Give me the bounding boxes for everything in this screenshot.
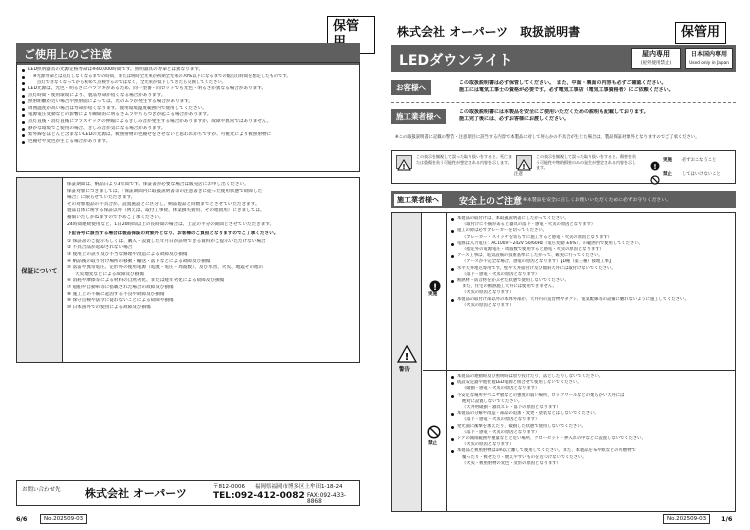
to-installer-label: 施工業者様へ — [391, 109, 446, 124]
prohibit-legend-text: してはいけないこと — [682, 172, 721, 177]
must-item-detail: （火災の原因となります） — [462, 302, 514, 308]
contact-label: お問い合わせ先 — [22, 487, 61, 493]
warranty-text — [67, 182, 357, 311]
to-installer-text — [459, 109, 735, 123]
warranty-label-cell — [17, 178, 63, 362]
page-1 — [375, 0, 750, 530]
warranty-exclusion-heading: 下記各号に該当する場合は製品保証の対象外となり、お客様のご負担となりますのでご了承ください。 — [67, 231, 279, 237]
phone-number: TEL:092-412-0082 — [213, 491, 305, 501]
warranty-line: 保証対象につきましては、「保証期間内に取扱説明書等の注意書きに従った使用状態で故障した — [67, 188, 263, 194]
caution-word: 注意 — [514, 172, 523, 177]
prohibit-item-detail: （火災の原因となります） — [462, 442, 514, 448]
prohibit-item-detail: （火災・被照射物の変色・変形の原因となります） — [462, 460, 561, 466]
exclusion-list — [67, 239, 357, 312]
safety-installer-label: 施工業者様へ — [394, 194, 442, 206]
must-item: アース工事は、電気設備の技術基準にしたがって、確実に行ってください。 — [450, 253, 733, 259]
note-subitem: ※光源寿命とは点灯しなくなるまでの時間、または明時全光束が初期全光束の70%以下になるまでの総点灯時間を想定したものです。 — [21, 74, 355, 80]
safety-title: 安全上のご注意 — [459, 197, 523, 207]
must-item-detail: （落下・感電・火災の原因となります） — [462, 271, 540, 277]
exclusion-item: ① 保証書のご提示もしくは、購入・設置した年月日が証明できる資料がご提示いただけない場合 — [67, 238, 266, 244]
warranty-label: 保証について — [21, 267, 58, 275]
japan-only-badge — [685, 48, 733, 69]
to-installer-line: この取扱説明書には本製品を安全にご使用いただくための説明も記載しております。 — [459, 109, 649, 115]
exclusion-item: ③ 使用上の誤り及び不当な修理や改造による故障及び損傷 — [67, 251, 188, 257]
note-item: 紫外線をほとんど含まないLEDの光源は、被照射物の色褪せをさせないと思われがちですが、可視光により被照射物に — [21, 132, 355, 139]
note-item: 色褪せや変色が生じる場合があります。 — [21, 139, 355, 146]
prohibit-item: 本製品の連動時及び照明時は放り投げたり、落としたりしないでください。 — [450, 374, 733, 380]
to-customer-text — [459, 80, 735, 94]
safety-table — [391, 212, 736, 512]
warning-column — [392, 213, 422, 511]
document-number: No.202509-03 — [40, 514, 87, 524]
exclusion-item: ⑥ 消耗や摩擦等による材料の自然劣化、または経年劣化による故障及び損傷 — [67, 278, 225, 284]
must-item-detail: （アースが不完全な場合、感電の原因となります）【D種（第三種）接地工事】 — [462, 259, 614, 265]
to-customer-line: 施工には電気工事士の資格が必要です。必ず電気工事店（電気工事資格者）にご依頼ください。 — [459, 87, 674, 93]
note-item: 電源電圧変動などの影響により瞬間的に明るさムラやちらつきが起こる場合があります。 — [21, 112, 355, 119]
caution-legend-text: この表示を無視して誤った取り扱いをすると、傷害を負う可能性や物的損害のみの発生が想定される内容を示します。 — [536, 154, 636, 171]
prohibit-item: 発光面に衝撃を加えたり、破損した状態で使用しないでください。 — [450, 424, 733, 430]
product-title: LEDダウンライト — [399, 53, 513, 69]
must-item: 電源は入力電圧：AC100V〜242V 50/60Hz（電圧変動 ±6%）、の範囲内で使用してください。 — [450, 241, 733, 247]
page-number: 1/6 — [721, 515, 733, 523]
prohibit-item: 既設安定器や他社製LED電源と組合せて使用しないでください。 — [450, 380, 733, 386]
exclusion-item: 天災地変などによる故障及び損傷 — [75, 271, 144, 277]
document-number: No.202509-03 — [663, 514, 710, 524]
prohibit-item: 不安定な場所やベニヤ板などの強度の弱い場所、ロックウールなどの柔らかい天井には — [450, 393, 733, 399]
must-do-list — [450, 216, 733, 309]
must-item-detail: （火災の原因となります） — [462, 290, 514, 296]
must-item: 施工の際は必ずブレーカーを切ってください。 — [450, 228, 733, 234]
exclusion-item: ⑧ 施工上の不備に起因する不良や故障及び損傷 — [67, 291, 165, 297]
warranty-line: 製品自体に関する保証以外（例えば、取付工事費、休業損失費用、その他費用）にきましては、 — [67, 208, 265, 214]
note-item: LED光源は、光色・明るさにバラツキがあるため、同一型番・同ロットでも光色・明るさが異なる場合があります。 — [21, 86, 355, 93]
safety-note: ※本製品を安全に正しくお使いいただくために必ずお守りください。 — [523, 198, 671, 203]
usage-notes-header: ご使用上のご注意 — [16, 43, 360, 65]
to-customer-label: お客様へ — [391, 80, 431, 95]
to-customer-line: この取扱説明書は必ず保管してください。 また、中面・裏面の内容も必ずご確認ください。 — [459, 80, 667, 86]
prohibit-item-detail: （天井材破損・器具ズレ・落下の原因となります） — [462, 405, 561, 411]
exclusion-item: ⑩ 日本国外での使用による故障及び損傷 — [67, 304, 151, 310]
note-item: LED照明器具の光源定格寿命は※40,000時間です。照明器具の寿命とは異なります。 — [21, 67, 355, 74]
exclusion-item: ⑦ 船舶や自動車等に搭載された場合の故障及び損傷 — [67, 284, 174, 290]
warranty-line: 24時間連続使用など、1日20時間以上の長時間の場合は、上記の半分の期間とさせていただきます。 — [67, 221, 275, 227]
note-item: 点灯時間・使用環境により、製品寿命が短くなる場合があります。 — [21, 93, 355, 100]
must-item: 本製品の取付け部以外の本体外部が、天井内の造営物やダクト、電気配線等の設備に触れないように施工してください。 — [450, 297, 733, 303]
svg-text:!: ! — [653, 163, 657, 171]
must-item: 本製品の取付けは、本取扱説明書にしたがってください。 — [450, 216, 733, 222]
to-installer-line: 施工完了後には、必ずお客様にお渡しください。 — [459, 116, 570, 122]
icon-column — [423, 213, 447, 511]
must-item-detail: また、住宅の断熱施工天井には使用できません。 — [462, 284, 557, 290]
warning-big-icon — [397, 345, 417, 367]
warning-legend-text: この表示を無視して誤った取り扱いをすると、死亡または重傷を負う可能性が想定される内容を示します。 — [416, 154, 512, 165]
prohibit-icon — [650, 175, 660, 185]
svg-text:!: ! — [522, 163, 526, 171]
must-item-detail: （取付けに不備があると器具の落下・感電・火災の原因となります） — [462, 222, 596, 228]
prohibit-item-detail: （落下・感電・火災の原因となります） — [462, 417, 540, 423]
prohibit-list — [450, 374, 733, 467]
storage-label: 保管用 — [675, 22, 726, 44]
warranty-line: その対象製品の不具合が、設置施設とに区分し、納品製品と同数までとさせていただきます。 — [67, 201, 260, 207]
fax-number: FAX:092-433-8868 — [307, 493, 347, 505]
address: 福岡県福岡市博多区上牟田1-18-24 — [255, 484, 343, 490]
note-item: 点灯直後・消灯直後にプラスチックの伸縮によるきしみ音が発生する場合がありますが、故障や異常ではありません。 — [21, 119, 355, 126]
caution-triangle-icon — [516, 155, 532, 169]
safety-header-bar — [391, 191, 736, 208]
usage-notes-box — [16, 62, 360, 172]
contact-box — [16, 480, 360, 506]
must-legend-text: 必ずおこなうこと — [682, 158, 717, 163]
svg-text:!: ! — [432, 283, 438, 292]
must-legend-word: 実施 — [663, 158, 672, 163]
warranty-box — [16, 177, 360, 363]
prohibit-item-detail: 覆ったり・被せたり・燃えやすいものを近づけないでください。 — [462, 454, 587, 460]
prohibit-item-detail: 絶対に設置しないでください。 — [462, 398, 523, 404]
prohibit-word: 禁止 — [428, 441, 438, 446]
indoor-badge-text: 屋内専用 — [642, 50, 670, 58]
must-word: 実施 — [428, 292, 438, 297]
manual-title: 株式会社 オーパーツ 取扱説明書 — [397, 25, 581, 39]
prohibit-item: 本製品の分解や改造・部品の追加・変更・塗装などはしないでください。 — [450, 411, 733, 417]
prohibit-item-detail: （落下・感電・火災の原因となります） — [462, 429, 540, 435]
must-item-detail: （ブレーカー・スイッチを切らずに施工すると感電・火災の原因となります） — [462, 234, 612, 240]
exclusion-item: ④ 納品後の取り付け場所の移動・輸送・落下などによる故障及び損傷 — [67, 258, 211, 264]
prohibit-item: 本製品と被照射物は1m以上離して使用してください。また、本製品を布や紙などの可燃物で — [450, 448, 733, 454]
symbol-legend — [391, 150, 736, 184]
must-item-detail: （指定外の電源電圧・周波数で使用すると感電・火災の原因となります） — [462, 247, 604, 253]
prohibit-legend-word: 禁止 — [663, 172, 672, 177]
note-item: 静かな環境でご使用の場合、きしみ音が気になる場合があります。 — [21, 126, 355, 133]
prohibit-item-detail: （破損・感電・火災の原因となります） — [462, 386, 540, 392]
postal-code: 〒812-0006 — [213, 484, 245, 490]
usage-notes-list — [21, 67, 355, 145]
indoor-only-badge — [631, 48, 681, 69]
must-item: 断熱材・防音材をかぶせた状態で使用しないでください。 — [450, 278, 733, 284]
divider — [391, 102, 736, 103]
exclusion-item: ② 不具合品が返却されない場合 — [67, 245, 133, 251]
warranty-line: 保証期間は、納品日より3年間です。保証書が必要な場合は販売店にお申し出ください。 — [67, 182, 249, 187]
warranty-line: 場合」に限らせていただきます。 — [67, 195, 136, 201]
row-divider — [423, 370, 735, 371]
note-subitem: 点灯できなくなってから初めて点検するのではなく、全光束が低下してきたら交換してください。 — [21, 80, 355, 86]
page-number: 6/6 — [16, 515, 28, 523]
prohibit-item: ドアの開閉範囲や重量などと近い場所、クローゼット・押入れの中などに設置しないでください。 — [450, 436, 733, 442]
svg-text:!: ! — [404, 352, 410, 363]
prohibit-legend — [650, 170, 660, 189]
note-item: 照射距離が近い場合や照射面によっては、光のムラが発生する場合があります。 — [21, 99, 355, 106]
warning-triangle-icon — [396, 155, 412, 169]
must-item: 水平天井埋込専用です。壁や天井面付け及び傾斜天井には取付けないでください。 — [450, 266, 733, 272]
svg-text:!: ! — [402, 163, 406, 171]
exclusion-item: ⑤ 落雷や異常電圧、定形外の使用電源（電流・電圧・周波数）、及び水害、火災、地震その他の — [67, 265, 264, 271]
exclusion-item: ⑨ 保守点検や法令に従わないことによる故障や損傷 — [67, 298, 174, 304]
symbol-intro: ※この取扱説明書に記載の警告・注意項目に該当する内容で本製品に対して何らかの不具合が生じた場合は、製品保証対象外となりますのでご了承ください。 — [395, 135, 700, 140]
japan-badge-text: 日本国内専用 — [690, 51, 727, 58]
japan-badge-sub: Used only in Japan — [689, 61, 729, 66]
warning-word: 警告 — [399, 367, 411, 373]
indoor-badge-sub: (屋外使用禁止) — [640, 61, 672, 66]
company-name: 株式会社 オーパーツ — [85, 487, 187, 500]
note-item: 周囲温度が高い場合は寿命が短くなります。使用環境温度範囲内で使用してください。 — [21, 106, 355, 113]
product-title-bar — [391, 45, 736, 72]
storage-label: 保管 — [327, 16, 375, 54]
warranty-line: 補償いたしかねますので予めご了承ください。 — [67, 214, 164, 220]
